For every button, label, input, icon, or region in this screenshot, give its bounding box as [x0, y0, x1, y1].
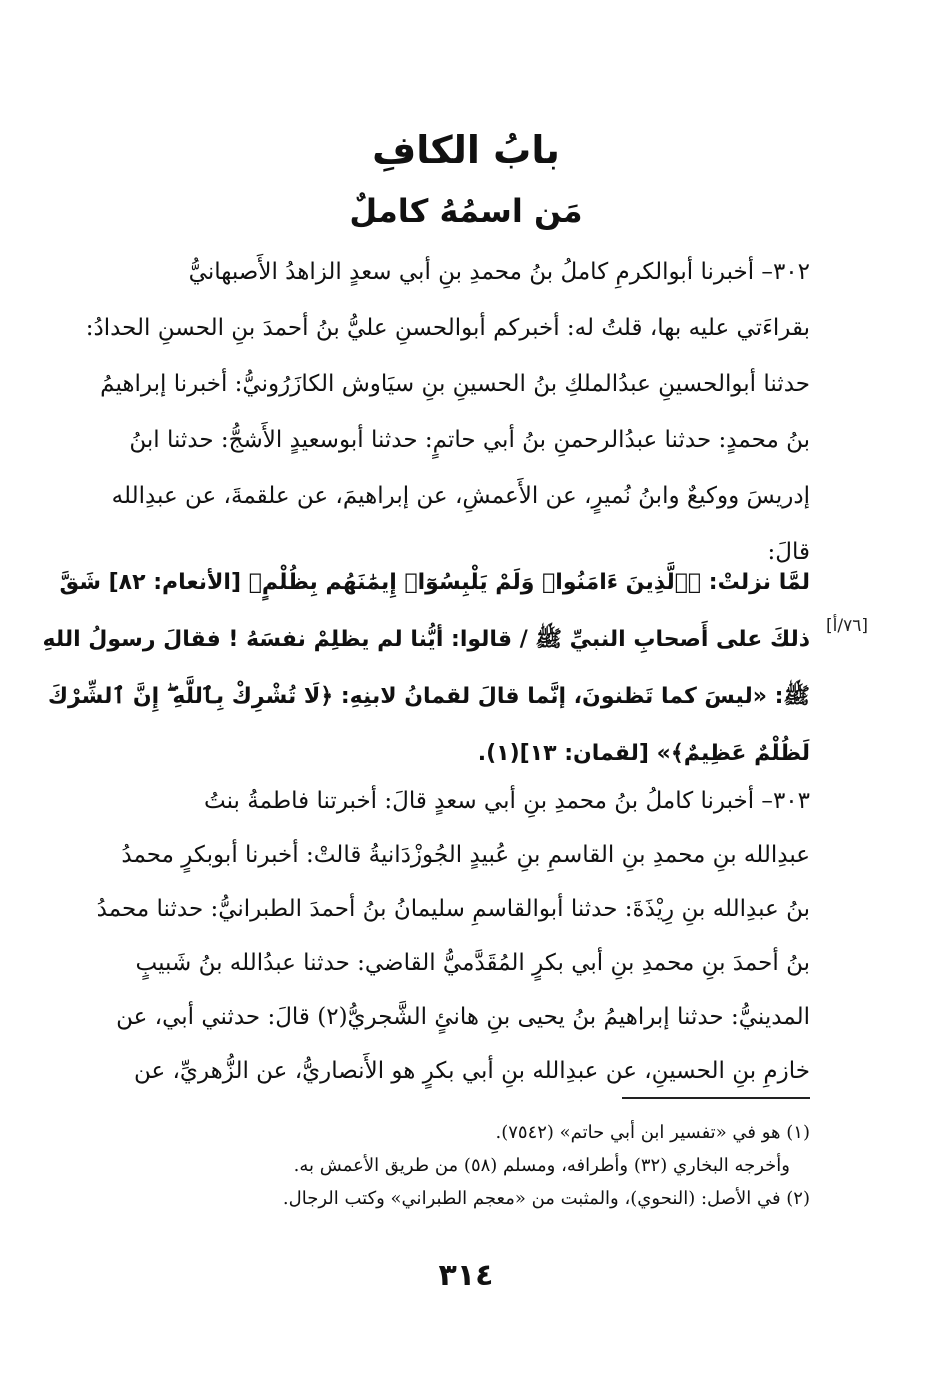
text-line: ٣٠٣– أخبرنا كاملُ بنُ محمدِ بنِ أبي سعدٍ قالَ: أخبرتنا فاطمةُ بنتُ — [204, 788, 810, 814]
narration-302 — [85, 244, 810, 580]
text-line: حدثنا أبوالحسينِ عبدُالملكِ بنُ الحسينِ بنِ سيَاوش الكازَرُونيُّ: أخبرنا إبراهيمُ — [100, 371, 810, 397]
text-line: بقراءَتي عليه بها، قلتُ له: أخبركم أبوالحسنِ عليُّ بنُ أحمدَ بنِ الحسنِ الحدادُ: — [85, 315, 810, 341]
hadith-line: لَظُلْمٌ عَظِيمٌ﴾» [لقمان: ١٣](١). — [477, 741, 810, 766]
text-line: بنُ عبدِالله بنِ رِيْذَةَ: حدثنا أبوالقاسمِ سليمانُ بنُ أحمدَ الطبرانيُّ: حدثنا محمدُ — [96, 896, 810, 922]
page-number: ٣١٤ — [438, 1258, 494, 1293]
text-line: المدينيُّ: حدثنا إبراهيمُ بنُ يحيى بنِ هانئٍ الشَّجريُّ(٢) قالَ: حدثني أبي، عن — [116, 1004, 810, 1030]
text-line: قالَ: — [767, 539, 810, 565]
narration-303 — [96, 774, 810, 1098]
hadith-line: ذلكَ على أَصحابِ النبيِّ ﷺ / قالوا: أيُّنا لم يظلِمْ نفسَهُ ! فقالَ رسولُ اللهِ — [42, 627, 810, 652]
footnote: (١) هو في «تفسير ابن أبي حاتم» (٧٥٤٢). — [495, 1122, 810, 1143]
hadith-line: لمَّا نزلتْ: ﴿ٱلَّذِينَ ءَامَنُوا۟ وَلَمْ يَلْبِسُوٓا۟ إِيمَٰنَهُم بِظُلْمٍ﴾ [الأنعام: ٨٢] شَقَّ — [59, 570, 810, 595]
text-line: بنُ أحمدَ بنِ محمدِ بنِ أبي بكرٍ المُقَدَّميُّ القاضي: حدثنا عبدُالله بنُ شَبيبٍ — [135, 950, 810, 976]
manuscript-folio-reference: [٧٦/أ] — [826, 616, 868, 636]
footnote: (٢) في الأصل: (النحوي)، والمثبت من «معجم الطبراني» وكتب الرجال. — [282, 1188, 810, 1209]
text-line: إدريسَ ووكيعٌ وابنُ نُميرٍ، عن الأَعمشِ، عن إبراهيمَ، عن علقمةَ، عن عبدِالله — [111, 483, 810, 509]
footnote-separator — [622, 1097, 810, 1099]
footnote: وأخرجه البخاري (٣٢) وأطرافه، ومسلم (٥٨) من طريق الأعمش به. — [293, 1155, 790, 1176]
text-line: خازمِ بنِ الحسينِ، عن عبدِالله بنِ أبي بكرٍ هو الأَنصاريُّ، عن الزُّهريِّ، عن — [133, 1058, 810, 1084]
text-line: ٣٠٢– أخبرنا أبوالكرمِ كاملُ بنُ محمدِ بنِ أبي سعدٍ الزاهدُ الأَصبهانيُّ — [188, 259, 810, 285]
chapter-title: بابُ الكافِ — [372, 128, 560, 172]
hadith-302 — [42, 554, 810, 782]
text-line: بنُ محمدٍ: حدثنا عبدُالرحمنِ بنُ أبي حاتمٍ: حدثنا أبوسعيدٍ الأَشجُّ: حدثنا ابنُ — [129, 427, 810, 453]
text-line: عبدِالله بنِ محمدِ بنِ القاسمِ بنِ عُبيدٍ الجُوزْدَانيةُ قالتْ: أخبرنا أبوبكرٍ محمدُ — [121, 842, 810, 868]
footnotes — [110, 1116, 810, 1215]
section-title: مَن اسمُهُ كاملٌ — [349, 192, 583, 230]
hadith-line: ﷺ: «ليسَ كما تَظنونَ، إنَّما قالَ لقمانُ لابنِهِ: ﴿لَا تُشْرِكْ بِٱللَّهِ ۖ إِنَّ ٱلشِّرْكَ — [47, 684, 810, 709]
